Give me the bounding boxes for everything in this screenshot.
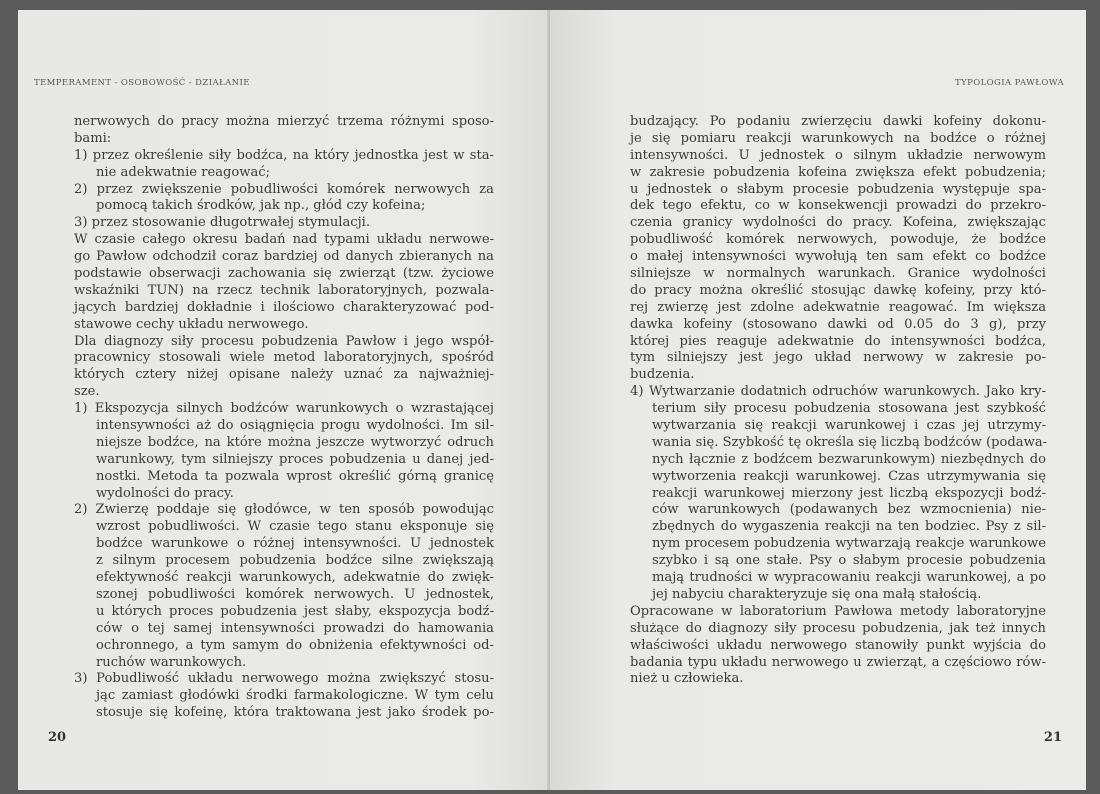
text-line: wskaźniki TUN) na rzecz technik laboratoryjnych, pozwala- <box>74 282 494 298</box>
text-line: ochronnego, a tym samym do obniżenia efektywności od- <box>96 637 494 653</box>
text-line: nerwowych do pracy można mierzyć trzema różnymi sposo- <box>74 114 494 129</box>
text-line: sze. <box>74 384 100 400</box>
text-line: dawka kofeiny (stosowano dawki od 0.05 do 3 g), przy <box>630 316 1046 332</box>
text-line: w zakresie pobudzenia kofeina zwiększa efekt pobudzenia; <box>630 164 1046 180</box>
text-line: czenia granicy wydolności do pracy. Kofeina, zwiększając <box>630 215 1046 231</box>
text-line: dek tego efektu, co w konsekwencji prowadzi do przekro- <box>630 198 1046 214</box>
text-line: terium siły procesu pobudzenia stosowana jest szybkość <box>652 401 1046 417</box>
text-line: nie adekwatnie reagować; <box>96 164 271 180</box>
text-line: wania się. Szybkość tę określa się liczbą bodźców (podawa- <box>652 434 1048 450</box>
text-line: u jednostek o słabym procesie pobudzenia występuje spa- <box>630 181 1046 197</box>
text-line: pobudliwość komórek nerwowych, powoduje, że bodźce <box>630 232 1046 248</box>
text-line: podstawie obserwacji zachowania się zwierząt (tzw. życiowe <box>74 266 494 282</box>
text-line: badania typu układu nerwowego u zwierząt, a częściowo rów- <box>630 654 1046 670</box>
text-line: do pracy można określić stosując dawkę kofeiny, przy któ- <box>630 282 1046 298</box>
text-line: niejsze bodźce, na które można jeszcze wytworzyć odruch <box>96 434 494 450</box>
text-line: 1) przez określenie siły bodźca, na który jednostka jest w sta- <box>74 147 494 163</box>
right-text-column <box>630 114 1046 688</box>
text-line: wydolności do pracy. <box>96 485 234 501</box>
page-number-left: 20 <box>48 730 67 745</box>
text-line: stosuje się kofeinę, która traktowana jest jako środek po- <box>96 705 494 721</box>
text-line: ruchów warunkowych. <box>96 654 247 670</box>
text-line: nież u człowieka. <box>630 671 744 687</box>
text-line: zbędnych do wygaszenia reakcji na ten bodziec. Psy z sil- <box>652 519 1046 535</box>
text-line: 1) Ekspozycja silnych bodźców warunkowych o wzrastającej <box>74 401 494 417</box>
left-page <box>18 10 550 790</box>
text-line: intensywności. U jednostek o silnym układzie nerwowym <box>630 147 1046 163</box>
text-line: 3) Pobudliwość układu nerwowego można zwiększyć stosu- <box>74 671 494 687</box>
text-line: szonej pobudliwości komórek nerwowych. U jednostek, <box>96 586 494 602</box>
text-line: ców o tej samej intensywności prowadzi do hamowania <box>96 620 494 636</box>
text-line: je się pomiaru reakcji warunkowych na bodźce o różnej <box>630 130 1046 146</box>
right-page <box>550 10 1086 790</box>
page-number-right: 21 <box>1043 730 1062 745</box>
text-line: bodźce warunkowe o różnej intensywności. U jednostek <box>96 536 494 552</box>
text-line: intensywności aż do osiągnięcia progu wydolności. Im sil- <box>96 418 494 434</box>
text-line: silniejsze w normalnych warunkach. Granice wydolności <box>630 266 1046 282</box>
running-head-left: TEMPERAMENT - OSOBOWOŚĆ - DZIAŁANIE <box>34 78 250 88</box>
text-line: szybko i są one stałe. Psy o słabym procesie pobudzenia <box>652 553 1046 569</box>
text-line: mają trudności w wypracowaniu reakcji warunkowej, a po <box>652 570 1046 586</box>
text-line: z silnym procesem pobudzenia bodźce silne zwiększają <box>96 553 494 569</box>
text-line: nostki. Metoda ta pozwala wprost określić górną granicę <box>96 468 494 484</box>
text-line: reakcji warunkowej mierzony jest liczbą ekspozycji bodź- <box>652 485 1046 501</box>
text-line: budzenia. <box>630 367 695 383</box>
text-line: wytworzenia reakcji warunkowej. Czas utrzymywania się <box>652 468 1046 484</box>
text-line: W czasie całego okresu badań nad typami układu nerwowe- <box>74 232 494 248</box>
left-text-column <box>74 114 494 722</box>
text-line: o małej intensywności wywołują ten sam efekt co bodźce <box>630 249 1046 265</box>
text-line: jej nabyciu charakteryzuje się ona małą stałością. <box>652 586 982 602</box>
text-line: Dla diagnozy siły procesu pobudzenia Pawłow i jego współ- <box>74 333 494 349</box>
text-line: 4) Wytwarzanie dodatnich odruchów warunkowych. Jako kry- <box>630 384 1046 400</box>
text-line: Opracowane w laboratorium Pawłowa metody laboratoryjne <box>630 603 1046 619</box>
text-line: u których proces pobudzenia jest słaby, ekspozycja bodź- <box>96 603 494 619</box>
text-line: ców warunkowych (podawanych bez wzmocnienia) nie- <box>652 502 1046 518</box>
text-line: wzrost pobudliwości. W czasie tego stanu eksponuje się <box>96 519 494 535</box>
text-line: właściwości układu nerwowego stanowiły punkt wyjścia do <box>630 637 1046 653</box>
text-line: tym silniejszy jest jego układ nerwowy w zakresie po- <box>630 350 1046 366</box>
text-line: budzający. Po podaniu zwierzęciu dawki kofeiny dokonu- <box>630 114 1046 129</box>
text-line: wytwarzania się reakcji warunkowej i czas jej utrzymy- <box>652 418 1046 434</box>
text-line: stawowe cechy układu nerwowego. <box>74 316 309 332</box>
text-line: 3) przez stosowanie długotrwałej stymulacji. <box>74 215 371 231</box>
text-line: których cztery niżej opisane należy uznać za najważniej- <box>74 367 494 383</box>
text-line: 2) Zwierzę poddaje się głodówce, w ten sposób powodując <box>74 502 494 518</box>
book-spread <box>18 10 1086 790</box>
text-line: bami: <box>74 130 112 146</box>
running-head-right: TYPOLOGIA PAWŁOWA <box>955 78 1064 88</box>
text-line: nym procesem pobudzenia wytwarzają reakcje warunkowe <box>652 536 1046 552</box>
text-line: 2) przez zwiększenie pobudliwości komórek nerwowych za <box>74 181 494 197</box>
text-line: której pies reaguje adekwatnie do intensywności bodźca, <box>630 333 1046 349</box>
text-line: jąc zamiast głodówki środki farmakologiczne. W tym celu <box>96 688 494 704</box>
text-line: go Pawłow odchodził coraz bardziej od danych zbieranych na <box>74 249 494 265</box>
text-line: warunkowy, tym silniejszy proces pobudzenia u danej jed- <box>96 451 494 467</box>
text-line: rej zwierzę jest zdolne adekwatnie reagować. Im większa <box>630 299 1046 315</box>
text-line: nych łącznie z bodźcem bezwarunkowym) niezbędnych do <box>652 451 1046 467</box>
text-line: pomocą takich środków, jak np., głód czy kofeina; <box>96 198 426 214</box>
text-line: pracownicy stosowali wiele metod laboratoryjnych, spośród <box>74 350 494 366</box>
text-line: efektywność reakcji warunkowych, adekwatnie do zwięk- <box>96 570 494 586</box>
text-line: jących bardziej dokładnie i ilościowo charakteryzować pod- <box>74 299 494 315</box>
text-line: służące do diagnozy siły procesu pobudzenia, jak też innych <box>630 620 1046 636</box>
